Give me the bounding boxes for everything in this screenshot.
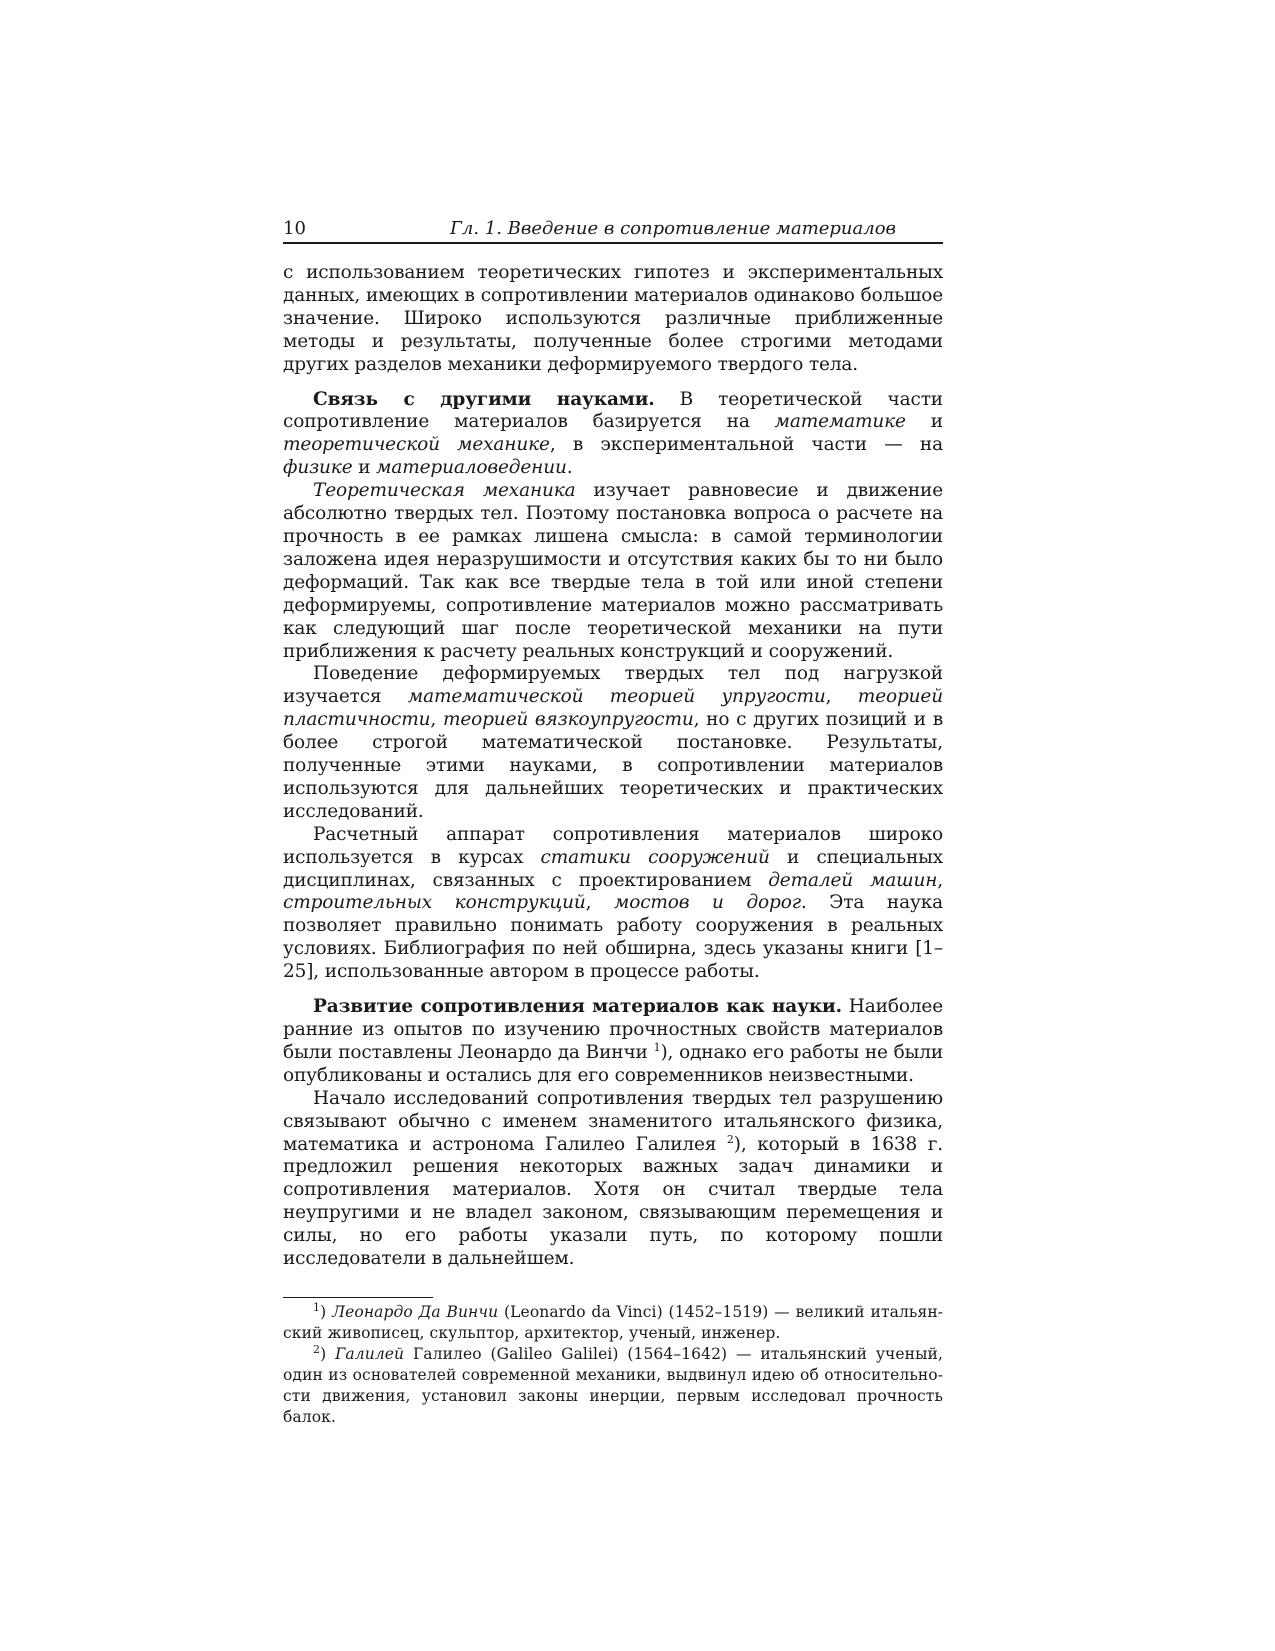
body-text	[283, 262, 943, 1271]
footnotes	[283, 1302, 943, 1428]
paragraph: Теоретическая механика изучает равновесие и движение абсолютно твердых тел. Поэтому постановка вопроса о расчете на прочность в ее рамках лишена смысла: в самой терминологии заложена идея неразрушимости и отсутствия каких бы то ни было деформаций. Так как все твердые тела в той или иной степени деформируемы, сопротивление материалов можно рассматривать как следующий шаг после теоретической механики на пути приближения к расчету реальных конструкций и сооружений.	[283, 480, 943, 662]
section-paragraph: Связь с другими науками. В теоретической части сопротивление материалов базируется на математике и теоретической механике, в экспериментальной части — на физике и материаловедении.	[283, 388, 943, 479]
section-heading: Развитие сопротивления материалов как науки.	[313, 996, 842, 1018]
footnote-ref[interactable]: 2	[726, 1132, 734, 1146]
page	[283, 212, 943, 1428]
footnote: $^1$) Леонардо Да Винчи (Leonardo da Vinci) (1452–1519) — великий итальянский живописец, скульптор, архитектор, ученый, инженер.	[283, 1300, 944, 1342]
page-header	[283, 212, 943, 244]
footnote-divider	[283, 1297, 433, 1298]
footnote-ref[interactable]: 1	[653, 1040, 661, 1054]
paragraph: Поведение деформируемых твердых тел под нагрузкой изучается математической теорией упругости, теорией пластичности, теорией вязкоупругости, но с других позиций и в более строгой математической постановке. Результаты, полученные этими науками, в сопротивлении материалов используются для дальнейших теоретических и практических исследований.	[283, 663, 944, 822]
paragraph: Расчетный аппарат сопротивления материалов широко используется в курсах статики сооружений и специальных дисциплинах, связанных с проектированием деталей машин, строительных конструкций, мостов и дорог. Эта наука позволяет правильно понимать работу сооружения в реальных условиях. Библиография по ней обширна, здесь указаны книги [1–25], использованные автором в процессе работы.	[283, 823, 944, 983]
section-paragraph: Развитие сопротивления материалов как науки. Наиболее ранние из опытов по изучению прочностных свойств материалов были поставлены Леонардо да Винчи $^1$), однако его работы не были опубликованы и остались для его современников неизвестными.	[283, 996, 944, 1086]
paragraph: с использованием теоретических гипотез и экспериментальных данных, имеющих в сопротивлении материалов одинаково большое значение. Широко используются различные приближенные методы и результаты, полученные более строгими методами других разделов механики деформируемого твердого тела.	[283, 262, 943, 375]
running-title: Гл. 1. Введение в сопротивление материалов	[449, 218, 897, 239]
page-number: 10	[283, 218, 306, 239]
paragraph: Начало исследований сопротивления твердых тел разрушению связывают обычно с именем знаменитого итальянского физика, математика и астронома Галилео Галилея $^2$), который в 1638 г. предложил решения некоторых важных задач динамики и сопротивления материалов. Хотя он считал твердые тела неупругими и не владел законом, связывающим перемещения и силы, но его работы указали путь, по которому пошли исследователи в дальнейшем.	[283, 1087, 943, 1270]
footnote: $^2$) Галилей Галилео (Galileo Galilei) (1564–1642) — итальянский ученый, один из основателей современной механики, выдвинул идею об относительности движения, установил законы инерции, первым исследовал прочность балок.	[283, 1342, 944, 1426]
section-heading: Связь с другими науками.	[313, 388, 655, 410]
